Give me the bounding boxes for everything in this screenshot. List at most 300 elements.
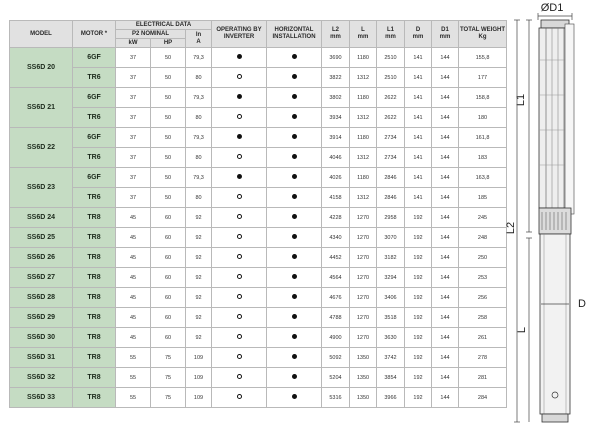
- cell-d: 141: [405, 108, 432, 128]
- cell-inverter: [212, 148, 267, 168]
- open-circle-icon: [237, 214, 242, 219]
- cell-d1: 144: [432, 48, 459, 68]
- open-circle-icon: [237, 234, 242, 239]
- cell-l2: 4900: [322, 328, 350, 348]
- cell-in: 92: [186, 308, 212, 328]
- cell-weight: 155,8: [459, 48, 507, 68]
- cell-d: 192: [405, 308, 432, 328]
- cell-weight: 180: [459, 108, 507, 128]
- cell-kw: 55: [116, 348, 151, 368]
- table-row: [10, 148, 507, 168]
- cell-hp: 60: [151, 268, 186, 288]
- header-d1-unit: mm: [439, 34, 451, 40]
- cell-inverter: [212, 88, 267, 108]
- cell-inverter: [212, 368, 267, 388]
- cell-l2: 4026: [322, 168, 350, 188]
- cell-l: 1270: [350, 248, 377, 268]
- cell-d1: 144: [432, 368, 459, 388]
- header-d-label: D: [415, 27, 421, 33]
- filled-dot-icon: [292, 234, 297, 239]
- cell-kw: 37: [116, 108, 151, 128]
- open-circle-icon: [237, 274, 242, 279]
- cell-l: 1270: [350, 228, 377, 248]
- table-body: [10, 48, 507, 408]
- cell-l: 1270: [350, 208, 377, 228]
- header-l2-label: L2: [331, 27, 339, 33]
- filled-dot-icon: [292, 114, 297, 119]
- cell-in: 92: [186, 208, 212, 228]
- cell-hp: 50: [151, 188, 186, 208]
- cell-kw: 37: [116, 68, 151, 88]
- cell-hp: 50: [151, 48, 186, 68]
- cell-l2: 3822: [322, 68, 350, 88]
- cell-motor: TR8: [73, 228, 116, 248]
- open-circle-icon: [237, 154, 242, 159]
- header-l2-unit: mm: [330, 34, 341, 40]
- cell-l1: 3294: [377, 268, 405, 288]
- cell-l: 1180: [350, 128, 377, 148]
- header-d1-label: D1: [441, 27, 449, 33]
- table-header: [10, 21, 507, 48]
- filled-dot-icon: [292, 214, 297, 219]
- filled-dot-icon: [292, 74, 297, 79]
- cell-in: 109: [186, 388, 212, 408]
- cell-kw: 55: [116, 368, 151, 388]
- cell-kw: 37: [116, 168, 151, 188]
- cell-hp: 50: [151, 108, 186, 128]
- cell-hp: 75: [151, 388, 186, 408]
- cell-l: 1312: [350, 108, 377, 128]
- cell-motor: 6GF: [73, 168, 116, 188]
- cell-kw: 37: [116, 188, 151, 208]
- filled-dot-icon: [237, 94, 242, 99]
- cell-d1: 144: [432, 208, 459, 228]
- filled-dot-icon: [292, 374, 297, 379]
- cell-hp: 75: [151, 348, 186, 368]
- filled-dot-icon: [237, 134, 242, 139]
- cell-l: 1312: [350, 148, 377, 168]
- motor-casing: [540, 234, 570, 414]
- header-d1: [432, 21, 459, 48]
- pump-spec-table: [9, 20, 507, 408]
- cell-hp: 75: [151, 368, 186, 388]
- cell-weight: 278: [459, 348, 507, 368]
- cell-motor: 6GF: [73, 88, 116, 108]
- pump-dimension-drawing: [505, 0, 600, 433]
- cell-in: 92: [186, 288, 212, 308]
- cell-hp: 50: [151, 68, 186, 88]
- l2-label: L2: [505, 221, 517, 235]
- cell-in: 92: [186, 228, 212, 248]
- cell-motor: 6GF: [73, 128, 116, 148]
- cell-motor: TR6: [73, 68, 116, 88]
- cell-l2: 4046: [322, 148, 350, 168]
- cell-l1: 2510: [377, 48, 405, 68]
- cell-motor: 6GF: [73, 48, 116, 68]
- header-motor: MOTOR *: [73, 21, 116, 48]
- cell-l1: 2734: [377, 148, 405, 168]
- cell-kw: 37: [116, 48, 151, 68]
- header-l2: [322, 21, 350, 48]
- cell-kw: 45: [116, 248, 151, 268]
- table-row: [10, 368, 507, 388]
- cell-hp: 60: [151, 248, 186, 268]
- cell-kw: 45: [116, 268, 151, 288]
- table-row: [10, 348, 507, 368]
- header-d-unit: mm: [412, 34, 424, 40]
- cell-d1: 144: [432, 348, 459, 368]
- table-row: [10, 268, 507, 288]
- header-p2-nominal: P2 NOMINAL: [116, 30, 186, 39]
- cell-d: 141: [405, 48, 432, 68]
- l-label: L: [516, 326, 528, 334]
- cell-l1: 2846: [377, 168, 405, 188]
- filled-dot-icon: [292, 314, 297, 319]
- cell-inverter: [212, 288, 267, 308]
- filled-dot-icon: [292, 394, 297, 399]
- cell-horizontal: [267, 48, 322, 68]
- filled-dot-icon: [237, 174, 242, 179]
- cell-weight: 245: [459, 208, 507, 228]
- cell-l: 1270: [350, 268, 377, 288]
- table-row: [10, 308, 507, 328]
- header-l-label: L: [361, 27, 365, 33]
- cell-inverter: [212, 348, 267, 368]
- open-circle-icon: [237, 114, 242, 119]
- cell-model: SS6D 30: [10, 328, 73, 348]
- cell-hp: 60: [151, 288, 186, 308]
- cell-kw: 45: [116, 288, 151, 308]
- cell-l1: 2958: [377, 208, 405, 228]
- cell-d1: 144: [432, 228, 459, 248]
- table-row: [10, 48, 507, 68]
- cell-d: 192: [405, 208, 432, 228]
- filled-dot-icon: [292, 274, 297, 279]
- header-total-weight-label: TOTAL WEIGHT: [460, 27, 505, 33]
- cell-model: SS6D 31: [10, 348, 73, 368]
- open-circle-icon: [237, 314, 242, 319]
- cell-hp: 60: [151, 208, 186, 228]
- header-l1: [377, 21, 405, 48]
- cell-horizontal: [267, 228, 322, 248]
- cell-weight: 281: [459, 368, 507, 388]
- cell-l1: 3406: [377, 288, 405, 308]
- cell-kw: 45: [116, 228, 151, 248]
- cell-l2: 4564: [322, 268, 350, 288]
- cell-weight: 158,8: [459, 88, 507, 108]
- cell-motor: TR8: [73, 368, 116, 388]
- cell-hp: 50: [151, 148, 186, 168]
- cell-l2: 3914: [322, 128, 350, 148]
- cell-horizontal: [267, 88, 322, 108]
- open-circle-icon: [237, 394, 242, 399]
- cell-d: 192: [405, 388, 432, 408]
- header-total-weight-unit: Kg: [478, 34, 487, 40]
- header-l1-unit: mm: [385, 34, 396, 40]
- cell-in: 79,3: [186, 48, 212, 68]
- cell-inverter: [212, 68, 267, 88]
- cell-weight: 248: [459, 228, 507, 248]
- cell-inverter: [212, 388, 267, 408]
- cell-model: SS6D 29: [10, 308, 73, 328]
- cell-l1: 3070: [377, 228, 405, 248]
- cell-d1: 144: [432, 88, 459, 108]
- table-row: [10, 128, 507, 148]
- cell-hp: 60: [151, 328, 186, 348]
- cell-model: SS6D 26: [10, 248, 73, 268]
- motor-body: [540, 234, 570, 422]
- d-label: D: [578, 298, 586, 310]
- header-in-unit: A: [196, 38, 201, 45]
- cell-hp: 50: [151, 88, 186, 108]
- open-circle-icon: [237, 334, 242, 339]
- cell-l: 1312: [350, 188, 377, 208]
- cell-weight: 185: [459, 188, 507, 208]
- cell-weight: 183: [459, 148, 507, 168]
- cell-l1: 3854: [377, 368, 405, 388]
- cell-motor: TR8: [73, 288, 116, 308]
- table-row: [10, 188, 507, 208]
- cell-horizontal: [267, 308, 322, 328]
- table-row: [10, 68, 507, 88]
- cell-in: 80: [186, 188, 212, 208]
- table-row: [10, 208, 507, 228]
- cell-l: 1270: [350, 308, 377, 328]
- cell-model: SS6D 20: [10, 48, 73, 88]
- cell-l2: 3802: [322, 88, 350, 108]
- cell-in: 79,3: [186, 88, 212, 108]
- filled-dot-icon: [292, 94, 297, 99]
- cell-l1: 2622: [377, 108, 405, 128]
- cell-model: SS6D 33: [10, 388, 73, 408]
- cell-weight: 261: [459, 328, 507, 348]
- cell-inverter: [212, 228, 267, 248]
- cell-d: 192: [405, 368, 432, 388]
- cell-horizontal: [267, 168, 322, 188]
- cell-d1: 144: [432, 328, 459, 348]
- cell-in: 80: [186, 68, 212, 88]
- cell-l: 1270: [350, 288, 377, 308]
- cell-horizontal: [267, 328, 322, 348]
- cell-motor: TR6: [73, 108, 116, 128]
- filled-dot-icon: [292, 54, 297, 59]
- cell-inverter: [212, 268, 267, 288]
- cell-hp: 60: [151, 308, 186, 328]
- cell-horizontal: [267, 268, 322, 288]
- table-row: [10, 88, 507, 108]
- cell-d1: 144: [432, 388, 459, 408]
- cell-model: SS6D 27: [10, 268, 73, 288]
- cell-l2: 4788: [322, 308, 350, 328]
- cell-d1: 144: [432, 248, 459, 268]
- cell-horizontal: [267, 108, 322, 128]
- cell-d: 141: [405, 148, 432, 168]
- cell-model: SS6D 24: [10, 208, 73, 228]
- filled-dot-icon: [292, 194, 297, 199]
- cell-weight: 284: [459, 388, 507, 408]
- cell-inverter: [212, 128, 267, 148]
- table-row: [10, 108, 507, 128]
- filled-dot-icon: [292, 134, 297, 139]
- cell-d: 192: [405, 248, 432, 268]
- header-total-weight: [459, 21, 507, 48]
- cell-weight: 256: [459, 288, 507, 308]
- cell-weight: 258: [459, 308, 507, 328]
- cell-d1: 144: [432, 148, 459, 168]
- cell-in: 92: [186, 248, 212, 268]
- cell-kw: 37: [116, 148, 151, 168]
- cell-inverter: [212, 48, 267, 68]
- cell-kw: 45: [116, 208, 151, 228]
- pump-body: [539, 20, 574, 234]
- cell-l: 1180: [350, 48, 377, 68]
- cell-d: 141: [405, 168, 432, 188]
- header-d: [405, 21, 432, 48]
- cell-horizontal: [267, 248, 322, 268]
- cell-weight: 161,8: [459, 128, 507, 148]
- cell-d1: 144: [432, 108, 459, 128]
- cell-in: 92: [186, 268, 212, 288]
- cell-inverter: [212, 168, 267, 188]
- cell-horizontal: [267, 148, 322, 168]
- header-model: MODEL: [10, 21, 73, 48]
- header-in-label: In: [195, 31, 202, 38]
- cell-horizontal: [267, 388, 322, 408]
- cell-l2: 4158: [322, 188, 350, 208]
- filled-dot-icon: [292, 154, 297, 159]
- cell-hp: 50: [151, 168, 186, 188]
- cell-l1: 3966: [377, 388, 405, 408]
- cell-horizontal: [267, 368, 322, 388]
- cell-inverter: [212, 328, 267, 348]
- table-row: [10, 228, 507, 248]
- filled-dot-icon: [292, 174, 297, 179]
- filled-dot-icon: [237, 54, 242, 59]
- cell-weight: 250: [459, 248, 507, 268]
- cell-l1: 3742: [377, 348, 405, 368]
- cell-in: 79,3: [186, 128, 212, 148]
- cell-l: 1350: [350, 348, 377, 368]
- cell-kw: 45: [116, 328, 151, 348]
- cell-l: 1350: [350, 388, 377, 408]
- cell-hp: 50: [151, 128, 186, 148]
- cell-model: SS6D 22: [10, 128, 73, 168]
- filled-dot-icon: [292, 354, 297, 359]
- cell-l2: 4340: [322, 228, 350, 248]
- cell-motor: TR8: [73, 268, 116, 288]
- cell-inverter: [212, 308, 267, 328]
- cell-weight: 163,8: [459, 168, 507, 188]
- table-row: [10, 288, 507, 308]
- l1-label: L1: [515, 93, 527, 107]
- cell-d1: 144: [432, 168, 459, 188]
- cell-model: SS6D 28: [10, 288, 73, 308]
- header-horizontal-installation: HORIZONTAL INSTALLATION: [267, 21, 322, 48]
- cell-in: 92: [186, 328, 212, 348]
- cell-kw: 45: [116, 308, 151, 328]
- open-circle-icon: [237, 294, 242, 299]
- cell-l1: 3518: [377, 308, 405, 328]
- cell-l: 1270: [350, 328, 377, 348]
- cell-l2: 4676: [322, 288, 350, 308]
- cell-d: 192: [405, 268, 432, 288]
- open-circle-icon: [237, 374, 242, 379]
- cell-d: 141: [405, 68, 432, 88]
- cell-kw: 55: [116, 388, 151, 408]
- cell-l1: 3630: [377, 328, 405, 348]
- cell-inverter: [212, 208, 267, 228]
- cell-horizontal: [267, 188, 322, 208]
- cell-horizontal: [267, 68, 322, 88]
- cell-l2: 3934: [322, 108, 350, 128]
- cell-d: 141: [405, 88, 432, 108]
- cell-horizontal: [267, 288, 322, 308]
- cell-in: 109: [186, 368, 212, 388]
- cell-motor: TR6: [73, 188, 116, 208]
- cell-d: 192: [405, 288, 432, 308]
- cell-d1: 144: [432, 128, 459, 148]
- header-l1-label: L1: [386, 27, 394, 33]
- cell-l: 1312: [350, 68, 377, 88]
- cell-motor: TR8: [73, 388, 116, 408]
- cell-in: 79,3: [186, 168, 212, 188]
- cell-d1: 144: [432, 68, 459, 88]
- cell-kw: 37: [116, 128, 151, 148]
- cell-motor: TR8: [73, 208, 116, 228]
- cell-d: 192: [405, 328, 432, 348]
- cell-d: 141: [405, 188, 432, 208]
- cell-l: 1350: [350, 368, 377, 388]
- cell-d: 192: [405, 348, 432, 368]
- filled-dot-icon: [292, 254, 297, 259]
- cell-d1: 144: [432, 268, 459, 288]
- cable-guard: [565, 24, 574, 214]
- header-kw: kW: [116, 39, 151, 48]
- cell-horizontal: [267, 128, 322, 148]
- cell-motor: TR8: [73, 348, 116, 368]
- table-row: [10, 328, 507, 348]
- open-circle-icon: [237, 194, 242, 199]
- header-electrical-data: ELECTRICAL DATA: [116, 21, 212, 30]
- open-circle-icon: [237, 74, 242, 79]
- cell-horizontal: [267, 348, 322, 368]
- motor-base: [542, 414, 568, 422]
- cell-weight: 177: [459, 68, 507, 88]
- cell-d1: 144: [432, 188, 459, 208]
- cell-motor: TR8: [73, 328, 116, 348]
- cell-motor: TR8: [73, 248, 116, 268]
- open-circle-icon: [237, 254, 242, 259]
- cell-l2: 5316: [322, 388, 350, 408]
- cell-model: SS6D 25: [10, 228, 73, 248]
- cell-motor: TR8: [73, 308, 116, 328]
- cell-l: 1180: [350, 88, 377, 108]
- filled-dot-icon: [292, 334, 297, 339]
- cell-l: 1180: [350, 168, 377, 188]
- filled-dot-icon: [292, 294, 297, 299]
- cell-model: SS6D 23: [10, 168, 73, 208]
- cell-l2: 4228: [322, 208, 350, 228]
- header-l: [350, 21, 377, 48]
- cell-d: 192: [405, 228, 432, 248]
- cell-l2: 4452: [322, 248, 350, 268]
- cell-l1: 2622: [377, 88, 405, 108]
- header-l-unit: mm: [357, 34, 369, 40]
- cell-l1: 2510: [377, 68, 405, 88]
- cell-inverter: [212, 188, 267, 208]
- cell-motor: TR6: [73, 148, 116, 168]
- cell-d1: 144: [432, 308, 459, 328]
